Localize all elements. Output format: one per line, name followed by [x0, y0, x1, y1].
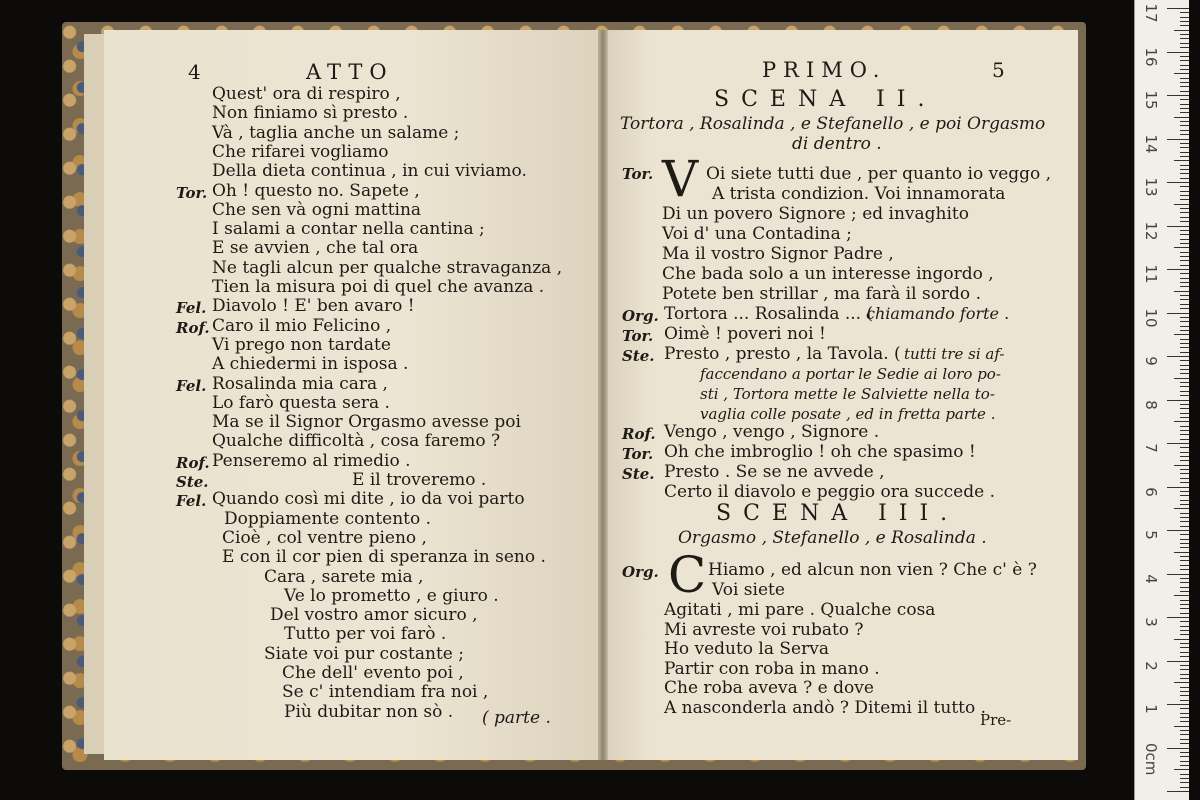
ruler-tick	[1180, 721, 1189, 722]
tor-3-line: Oh che imbroglio ! oh che spasimo !	[664, 442, 976, 462]
ruler-tick	[1180, 569, 1189, 570]
ruler-tick	[1167, 269, 1189, 270]
ruler-tick	[1180, 347, 1189, 348]
ruler-tick	[1167, 661, 1189, 662]
ruler-tick	[1180, 500, 1189, 501]
ruler-number: 13	[1142, 177, 1160, 197]
ruler-tick	[1180, 469, 1189, 470]
verse-line: Penseremo al rimedio .	[212, 450, 411, 471]
ruler-tick	[1180, 365, 1189, 366]
ruler-tick	[1180, 391, 1189, 392]
ruler-tick	[1180, 447, 1189, 448]
ruler-tick	[1180, 147, 1189, 148]
ruler-tick	[1180, 404, 1189, 405]
ruler-number: 10	[1142, 307, 1160, 328]
ruler-tick	[1180, 700, 1189, 701]
ruler-tick	[1167, 226, 1189, 227]
ruler-tick	[1180, 230, 1189, 231]
speaker-label: Fel.	[176, 492, 207, 511]
ruler-tick	[1180, 582, 1189, 583]
catchword: Pre-	[980, 711, 1012, 729]
verse-line: Non finiamo sì presto .	[212, 103, 409, 124]
ruler-tick	[1180, 130, 1189, 131]
ruler-tick	[1180, 647, 1189, 648]
ruler-tick	[1180, 774, 1189, 775]
verse-line: E con il cor pien di speranza in seno .	[222, 547, 546, 568]
book-gutter	[598, 30, 608, 760]
verse-line: Rosalinda mia cara ,	[212, 373, 388, 394]
ruler-tick	[1180, 513, 1189, 514]
ruler-tick	[1180, 626, 1189, 627]
ruler-tick	[1180, 408, 1189, 409]
ruler-tick	[1180, 782, 1189, 783]
verse-line: Và , taglia anche un salame ;	[212, 122, 460, 143]
ruler-tick	[1180, 165, 1189, 166]
ruler-number: 14	[1142, 133, 1160, 154]
ruler-tick	[1174, 30, 1189, 31]
ruler-tick	[1180, 630, 1189, 631]
ruler-tick	[1180, 112, 1189, 113]
ruler-tick	[1180, 12, 1189, 13]
ruler-number: 16	[1142, 46, 1160, 67]
ruler-tick	[1180, 708, 1189, 709]
ruler-number: 7	[1142, 443, 1160, 453]
ruler-tick	[1174, 639, 1189, 640]
verse-line: Qualche difficoltà , cosa faremo ?	[212, 431, 501, 452]
ste-direction-2: faccendano a portar le Sedie ai loro po-	[700, 365, 1001, 383]
ruler-tick	[1174, 508, 1189, 509]
ruler-tick	[1174, 682, 1189, 683]
ruler-tick	[1180, 252, 1189, 253]
ste-2-line-1: Presto . Se se ne avvede ,	[664, 462, 885, 482]
ruler-tick	[1180, 578, 1189, 579]
verse-line: Tien la misura poi di quel che avanza .	[212, 277, 545, 297]
ruler-tick	[1180, 47, 1189, 48]
ruler-tick	[1180, 143, 1189, 144]
ruler-tick	[1180, 69, 1189, 70]
ruler-tick	[1180, 186, 1189, 187]
drop-cap-v: V	[662, 150, 699, 208]
ste-direction-3: sti , Tortora mette le Salviette nella to-	[700, 385, 995, 403]
verse-line: I salami a contar nella cantina ;	[212, 219, 485, 240]
verse-line: Agitati , mi pare . Qualche cosa	[664, 600, 936, 620]
ruler-number: 5	[1142, 530, 1160, 540]
ruler-tick	[1180, 134, 1189, 135]
ruler-tick	[1167, 139, 1189, 140]
ruler-tick	[1180, 717, 1189, 718]
scene-2-cast-2: di dentro .	[792, 134, 882, 154]
speaker-label: Fel.	[176, 376, 207, 395]
ruler-tick	[1180, 547, 1189, 548]
tor-2-line: Oimè ! poveri noi !	[664, 324, 826, 344]
ruler-number: 11	[1142, 264, 1160, 284]
ruler-tick	[1180, 439, 1189, 440]
verse-line: Che sen và ogni mattina	[212, 199, 422, 220]
verse-line: Ma se il Signor Orgasmo avesse poi	[212, 412, 521, 433]
ruler-tick	[1180, 299, 1189, 300]
verse-line: Che bada solo a un interesse ingordo ,	[662, 264, 994, 284]
speaker-label: Fel.	[176, 299, 207, 318]
speaker-label: Tor.	[176, 183, 208, 202]
verse-line: Che roba aveva ? e dove	[664, 678, 874, 699]
ruler-number: 17	[1142, 3, 1160, 23]
ruler-tick	[1180, 217, 1189, 218]
ruler-tick	[1180, 352, 1189, 353]
ruler-tick	[1180, 195, 1189, 196]
verse-line: Che dell' evento poi ,	[282, 663, 464, 683]
ruler-tick	[1180, 25, 1189, 26]
ruler-tick	[1180, 21, 1189, 22]
speaker-tor: Tor.	[622, 165, 654, 183]
ruler-number: 0cm	[1142, 742, 1160, 775]
verse-line: Quando così mi dite , io da voi parto	[212, 489, 525, 510]
left-stage-direction: ( parte .	[482, 708, 551, 728]
verse-line: Vi prego non tardate	[212, 334, 391, 355]
ruler-tick	[1180, 787, 1189, 788]
ruler-tick	[1180, 304, 1189, 305]
ruler-tick	[1180, 152, 1189, 153]
speaker-ste-2: Ste.	[622, 465, 655, 483]
ste-direction-4: vaglia colle posate , ed in fretta parte .	[700, 405, 996, 423]
ruler-tick	[1167, 748, 1189, 749]
ruler-tick	[1180, 565, 1189, 566]
ruler-tick	[1180, 517, 1189, 518]
ruler-tick	[1180, 156, 1189, 157]
speaker-tor-2: Tor.	[622, 327, 654, 345]
ruler-tick	[1174, 465, 1189, 466]
ruler-tick	[1180, 199, 1189, 200]
verse-line: Mi avreste voi rubato ?	[664, 619, 864, 640]
ruler-tick	[1167, 95, 1189, 96]
ruler-tick	[1180, 556, 1189, 557]
ruler-tick	[1180, 491, 1189, 492]
ruler-tick	[1167, 52, 1189, 53]
ruler-tick	[1180, 17, 1189, 18]
ruler-tick	[1180, 373, 1189, 374]
verse-line: Doppiamente contento .	[224, 508, 432, 529]
ruler-tick	[1180, 495, 1189, 496]
ruler-tick	[1180, 99, 1189, 100]
ruler-tick	[1180, 369, 1189, 370]
ruler-tick	[1174, 73, 1189, 74]
org-direction: chiamando forte .	[866, 304, 1010, 323]
ruler-tick	[1180, 756, 1189, 757]
ruler-tick	[1167, 530, 1189, 531]
ruler-tick	[1174, 726, 1189, 727]
ruler-tick	[1180, 125, 1189, 126]
verse-line: Cara , sarete mia ,	[264, 566, 424, 587]
ruler-tick	[1180, 543, 1189, 544]
ros-line: Vengo , vengo , Signore .	[664, 422, 880, 442]
ruler-tick	[1180, 317, 1189, 318]
verse-line: Ma il vostro Signor Padre ,	[662, 244, 894, 264]
verse-line: Cioè , col ventre pieno ,	[222, 527, 427, 548]
org-line: Tortora ... Rosalinda ... (	[664, 304, 874, 324]
ruler-tick	[1180, 634, 1189, 635]
verse-line: Tutto per voi farò .	[284, 624, 447, 645]
ruler-tick	[1180, 730, 1189, 731]
ruler-tick	[1180, 108, 1189, 109]
ruler-tick	[1180, 295, 1189, 296]
ruler-tick	[1180, 243, 1189, 244]
speaker-ros: Rof.	[622, 425, 656, 443]
ruler-tick	[1167, 356, 1189, 357]
ruler-tick	[1180, 104, 1189, 105]
ruler-tick	[1180, 752, 1189, 753]
ruler-tick	[1180, 687, 1189, 688]
ruler-tick	[1180, 613, 1189, 614]
verse-line: Diavolo ! E' ben avaro !	[212, 296, 415, 317]
ruler-tick	[1180, 526, 1189, 527]
ruler-tick	[1174, 769, 1189, 770]
ruler-tick	[1180, 608, 1189, 609]
ruler-tick	[1180, 413, 1189, 414]
speaker-tor-3: Tor.	[622, 445, 654, 463]
ruler-tick	[1180, 504, 1189, 505]
ruler-tick	[1180, 674, 1189, 675]
right-running-head: PRIMO.	[762, 58, 887, 82]
verse-line: A nasconderla andò ? Ditemi il tutto .	[664, 698, 987, 718]
ruler-tick	[1180, 587, 1189, 588]
ruler-tick	[1180, 34, 1189, 35]
speaker-org: Org.	[622, 307, 659, 325]
ruler-tick	[1180, 695, 1189, 696]
verse-line: Del vostro amor sicuro ,	[270, 605, 478, 626]
ruler-tick	[1180, 308, 1189, 309]
ruler-tick	[1174, 291, 1189, 292]
org-2-line-1: Hiamo , ed alcun non vien ? Che c' è ?	[708, 560, 1037, 580]
ruler-tick	[1180, 426, 1189, 427]
ste-direction-1: tutti tre si af-	[904, 345, 1005, 363]
ruler-tick	[1180, 452, 1189, 453]
ruler-tick	[1180, 621, 1189, 622]
ruler-tick	[1180, 273, 1189, 274]
ruler-tick	[1167, 443, 1189, 444]
verse-line: Se c' intendiam fra noi ,	[282, 682, 489, 703]
ruler-tick	[1180, 169, 1189, 170]
verse-line: Di un povero Signore ; ed invaghito	[662, 204, 969, 224]
ruler-tick	[1167, 704, 1189, 705]
verse-line: Voi d' una Contadina ;	[662, 224, 852, 244]
ruler-tick	[1180, 221, 1189, 222]
ruler-tick	[1167, 313, 1189, 314]
ruler-tick	[1180, 86, 1189, 87]
ruler-tick	[1180, 521, 1189, 522]
ruler-tick	[1180, 178, 1189, 179]
ruler-tick	[1167, 487, 1189, 488]
ruler-tick	[1180, 321, 1189, 322]
measuring-ruler	[1134, 0, 1189, 800]
speaker-ste: Ste.	[622, 347, 655, 365]
ruler-number: 6	[1142, 486, 1160, 497]
ruler-tick	[1174, 204, 1189, 205]
ruler-tick	[1180, 60, 1189, 61]
ruler-tick	[1174, 421, 1189, 422]
ruler-tick	[1167, 617, 1189, 618]
ruler-tick	[1180, 743, 1189, 744]
ruler-tick	[1180, 212, 1189, 213]
verse-line: Ve lo prometto , e giuro .	[284, 585, 499, 606]
ruler-tick	[1174, 160, 1189, 161]
ruler-tick	[1180, 38, 1189, 39]
verse-line: E se avvien , che tal ora	[212, 238, 419, 259]
ruler-tick	[1180, 234, 1189, 235]
ruler-tick	[1180, 78, 1189, 79]
scene-3-title: SCENA III.	[716, 501, 960, 526]
ruler-number: 2	[1142, 660, 1160, 671]
ruler-tick	[1180, 643, 1189, 644]
ruler-number: 12	[1142, 220, 1160, 241]
tor-line-1: Oi siete tutti due , per quanto io veggo ,	[706, 164, 1052, 184]
ruler-tick	[1180, 56, 1189, 57]
ruler-tick	[1167, 400, 1189, 401]
ruler-tick	[1180, 473, 1189, 474]
ruler-tick	[1180, 360, 1189, 361]
right-page-number: 5	[992, 58, 1005, 82]
verse-line: Della dieta continua , in cui viviamo.	[212, 161, 527, 182]
ruler-tick	[1180, 560, 1189, 561]
ruler-tick	[1180, 343, 1189, 344]
verse-line: E il troveremo .	[352, 470, 487, 490]
ruler-tick	[1180, 652, 1189, 653]
verse-line: A chiedermi in isposa .	[212, 354, 409, 375]
ruler-tick	[1180, 173, 1189, 174]
ruler-tick	[1180, 739, 1189, 740]
drop-cap-c: C	[668, 546, 707, 604]
ruler-tick	[1180, 591, 1189, 592]
ruler-tick	[1174, 595, 1189, 596]
verse-line: Ho veduto la Serva	[664, 639, 829, 660]
left-page-number: 4	[188, 60, 201, 84]
speaker-label: Rof.	[176, 318, 210, 337]
ruler-number: 3	[1142, 617, 1160, 627]
ruler-tick	[1180, 665, 1189, 666]
tor-line-2: A trista condizion. Voi innamorata	[712, 184, 1006, 204]
ruler-tick	[1180, 282, 1189, 283]
verse-line: Potete ben strillar , ma farà il sordo .	[662, 284, 981, 304]
left-running-head: ATTO	[306, 60, 394, 84]
ruler-tick	[1180, 239, 1189, 240]
ruler-tick	[1180, 326, 1189, 327]
ste-2-line-2: Certo il diavolo e peggio ora succede .	[664, 482, 995, 502]
ruler-tick	[1180, 778, 1189, 779]
ruler-tick	[1180, 478, 1189, 479]
ruler-tick	[1180, 534, 1189, 535]
ruler-tick	[1167, 8, 1189, 9]
ruler-tick	[1180, 260, 1189, 261]
verse-line: Caro il mio Felicino ,	[212, 315, 392, 336]
ruler-tick	[1167, 791, 1189, 792]
ruler-tick	[1180, 191, 1189, 192]
ruler-tick	[1180, 265, 1189, 266]
ruler-tick	[1180, 330, 1189, 331]
ruler-tick	[1180, 656, 1189, 657]
ruler-tick	[1180, 669, 1189, 670]
ruler-tick	[1180, 430, 1189, 431]
ruler-tick	[1180, 456, 1189, 457]
ruler-tick	[1180, 482, 1189, 483]
ruler-tick	[1180, 734, 1189, 735]
ruler-tick	[1167, 182, 1189, 183]
ruler-tick	[1174, 247, 1189, 248]
ruler-tick	[1174, 334, 1189, 335]
ruler-tick	[1180, 539, 1189, 540]
ruler-number: 4	[1142, 573, 1160, 584]
ruler-tick	[1180, 286, 1189, 287]
speaker-label: Rof.	[176, 453, 210, 472]
verse-line: Lo farò questa sera .	[212, 392, 390, 413]
ruler-tick	[1180, 65, 1189, 66]
verse-line: Ne tagli alcun per qualche stravaganza ,	[212, 257, 563, 278]
ruler-tick	[1180, 460, 1189, 461]
ruler-tick	[1180, 395, 1189, 396]
ruler-tick	[1174, 378, 1189, 379]
ruler-tick	[1180, 434, 1189, 435]
org-2-line-2: Voi siete	[712, 580, 785, 600]
ruler-tick	[1174, 117, 1189, 118]
ruler-tick	[1180, 604, 1189, 605]
verse-line: Partir con roba in mano .	[664, 658, 880, 679]
verse-line: Quest' ora di respiro ,	[212, 84, 401, 104]
scene-2-cast-1: Tortora , Rosalinda , e Stefanello , e poi Orgasmo	[620, 114, 1046, 134]
ruler-tick	[1174, 552, 1189, 553]
ruler-tick	[1180, 43, 1189, 44]
verse-line: Che rifarei vogliamo	[212, 141, 389, 162]
ruler-tick	[1180, 691, 1189, 692]
ruler-tick	[1180, 91, 1189, 92]
ste-line: Presto , presto , la Tavola. (	[664, 344, 901, 364]
ruler-tick	[1180, 600, 1189, 601]
ruler-tick	[1167, 574, 1189, 575]
speaker-label: Ste.	[176, 473, 209, 491]
ruler-number: 8	[1142, 399, 1160, 410]
ruler-number: 9	[1142, 356, 1160, 366]
verse-line: Siate voi pur costante ;	[264, 643, 464, 664]
ruler-tick	[1180, 278, 1189, 279]
speaker-org-2: Org.	[622, 563, 659, 581]
ruler-tick	[1180, 386, 1189, 387]
verse-line: Più dubitar non sò .	[284, 701, 454, 722]
scene-2-title: SCENA II.	[714, 87, 937, 112]
ruler-number: 1	[1142, 704, 1160, 714]
ruler-tick	[1180, 765, 1189, 766]
ruler-tick	[1180, 761, 1189, 762]
ruler-number: 15	[1142, 90, 1160, 110]
ruler-tick	[1180, 678, 1189, 679]
scene-3-cast: Orgasmo , Stefanello , e Rosalinda .	[678, 528, 987, 548]
ruler-tick	[1180, 256, 1189, 257]
ruler-tick	[1180, 121, 1189, 122]
ruler-tick	[1180, 339, 1189, 340]
ruler-tick	[1180, 82, 1189, 83]
ruler-tick	[1180, 417, 1189, 418]
ruler-tick	[1180, 382, 1189, 383]
ruler-tick	[1180, 713, 1189, 714]
ruler-tick	[1180, 208, 1189, 209]
verse-line: Oh ! questo no. Sapete ,	[212, 180, 420, 201]
